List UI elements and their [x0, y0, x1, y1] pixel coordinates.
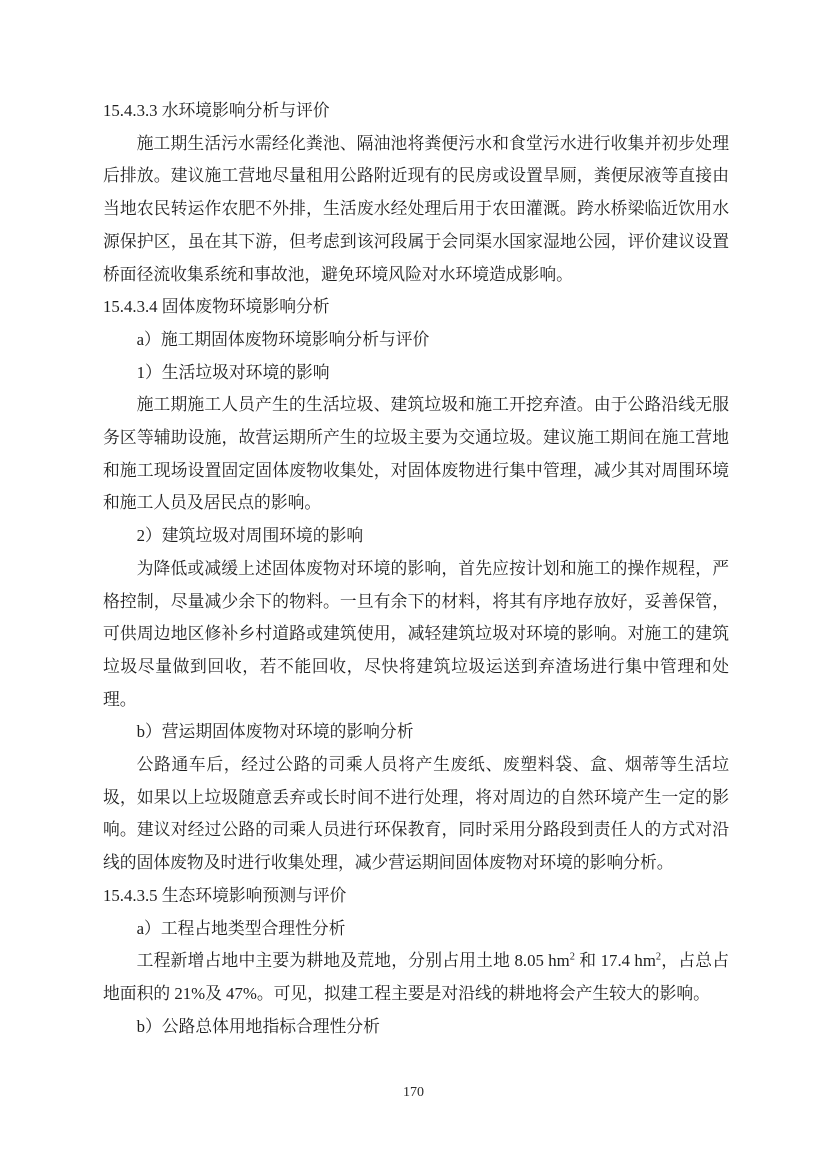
- list-item: b）公路总体用地指标合理性分析: [136, 1016, 380, 1036]
- list-item: 1）生活垃圾对环境的影响: [136, 362, 330, 382]
- page-footer: [0, 1083, 827, 1103]
- paragraph: 施工期施工人员产生的生活垃圾、建筑垃圾和施工开挖弃渣。由于公路沿线无服务区等辅助设施，故营运期所产生的垃圾主要为交通垃圾。建议施工期间在施工营地和施工现场设置固定固体废物收集处，对固体废物进行集中管理，减少其对周围环境和施工人员及居民点的影响。: [103, 395, 729, 513]
- superscript: 2: [569, 951, 575, 963]
- list-item: a）工程占地类型合理性分析: [136, 918, 346, 938]
- section-heading: 15.4.3.3 水环境影响分析与评价: [103, 101, 330, 120]
- section-heading: 15.4.3.4 固体废物环境影响分析: [103, 297, 330, 317]
- list-item: b）营运期固体废物对环境的影响分析: [136, 722, 414, 742]
- document-content: [103, 95, 729, 1043]
- page-number: 170: [403, 1085, 424, 1100]
- paragraph: 为降低或减缓上述固体废物对环境的影响，首先应按计划和施工的操作规程，严格控制，尽量减少余下的物料。一旦有余下的材料，将其有序地存放好，妥善保管，可供周边地区修补乡村道路或建筑使用，减轻建筑垃圾对环境的影响。对施工的建筑垃圾尽量做到回收，若不能回收，尽快将建筑垃圾运送到弃渣场进行集中管理和处理。: [103, 558, 729, 709]
- section-heading: 15.4.3.5 生态环境影响预测与评价: [103, 885, 347, 905]
- paragraph: 施工期生活污水需经化粪池、隔油池将粪便污水和食堂污水进行收集并初步处理后排放。建议施工营地尽量租用公路附近现有的民房或设置旱厕，粪便尿液等直接由当地农民转运作农肥不外排，生活废水经处理后用于农田灌溉。跨水桥梁临近饮用水源保护区，虽在其下游，但考虑到该河段属于会同渠水国家湿地公园，评价建议设置桥面径流收集系统和事故池，避免环境风险对水环境造成影响。: [103, 133, 729, 284]
- superscript: 2: [655, 951, 662, 963]
- paragraph: 工程新增占地中主要为耕地及荒地，分别占用土地 8.05 $hm^2$ 和 17.4 $hm^2$，占总占地面积的 21%及 47%。可见，拟建工程主要是对沿线的耕地将会产生较大的影响。: [103, 951, 729, 1003]
- list-item: 2）建筑垃圾对周围环境的影响: [136, 526, 364, 546]
- paragraph: 公路通车后，经过公路的司乘人员将产生废纸、废塑料袋、盒、烟蒂等生活垃圾，如果以上垃圾随意丢弃或长时间不进行处理，将对周边的自然环境产生一定的影响。建议对经过公路的司乘人员进行环保教育，同时采用分路段到责任人的方式对沿线的固体废物及时进行收集处理，减少营运期间固体废物对环境的影响分析。: [103, 755, 729, 873]
- list-item: a）施工期固体废物环境影响分析与评价: [136, 329, 430, 349]
